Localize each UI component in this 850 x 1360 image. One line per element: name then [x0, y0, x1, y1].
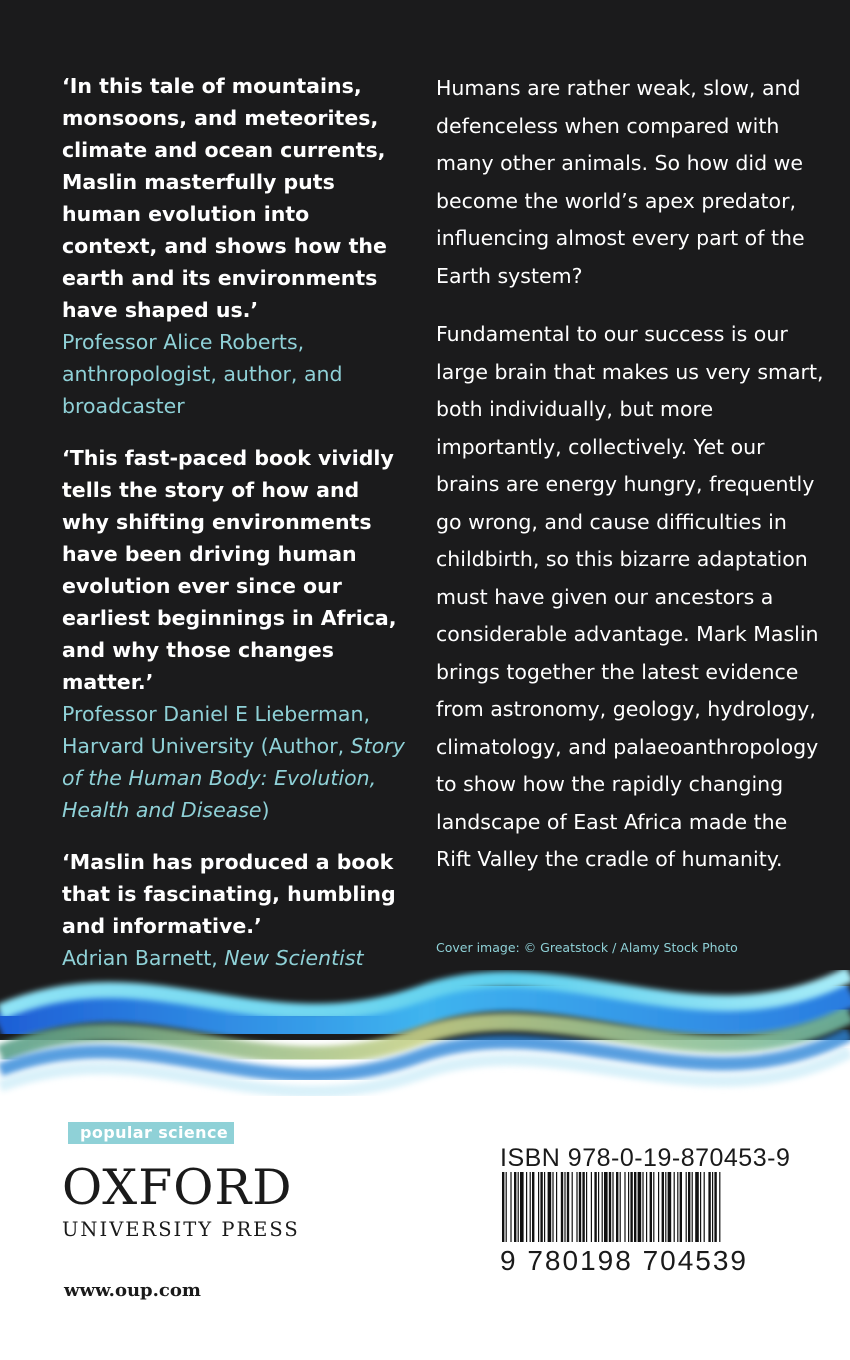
barcode-bar: [620, 1172, 621, 1242]
barcode-bar: [612, 1172, 613, 1242]
barcode-bar: [594, 1172, 596, 1242]
quote-lieberman: ‘This fast-paced book vividly tells the story of how and why shifting environments have been driving human evolution ever since our earliest beginnings in Africa, and why those changes matter.’: [62, 446, 397, 694]
blurb-paragraph-1: Humans are rather weak, slow, and defenceless when compared with many other animals. So how did we become the world’s apex predator, influencing almost every part of the Earth system?: [436, 76, 805, 288]
barcode-bar: [616, 1172, 618, 1242]
barcode-bar: [642, 1172, 643, 1242]
barcode-bar: [624, 1172, 625, 1242]
barcode-bar: [714, 1172, 716, 1242]
barcode-bar: [695, 1172, 699, 1242]
publisher-subname: UNIVERSITY PRESS: [62, 1218, 300, 1241]
publisher-logo: [62, 1160, 300, 1241]
barcode-bar: [638, 1172, 642, 1242]
barcode-bar: [582, 1172, 584, 1242]
barcode-bar: [646, 1172, 647, 1242]
barcode-bar: [572, 1172, 573, 1242]
barcode-bar: [502, 1172, 504, 1242]
barcode-bar: [692, 1172, 693, 1242]
barcode-bar: [552, 1172, 553, 1242]
barcode-bar: [688, 1172, 690, 1242]
endorsements-column: [62, 70, 407, 994]
barcode-bar: [532, 1172, 534, 1242]
barcode-bar: [604, 1172, 608, 1242]
barcode-bar: [602, 1172, 603, 1242]
barcode-bar: [520, 1172, 524, 1242]
barcode-bar: [548, 1172, 552, 1242]
barcode-bar: [561, 1172, 563, 1242]
barcode-bar: [530, 1172, 531, 1242]
publisher-website: www.oup.com: [64, 1280, 201, 1301]
barcode-bar: [700, 1172, 701, 1242]
barcode-bar: [708, 1172, 710, 1242]
barcode-bar: [576, 1172, 577, 1242]
barcode-bar: [680, 1172, 682, 1242]
barcode-bar: [526, 1172, 527, 1242]
barcode-bar: [538, 1172, 539, 1242]
barcode-bar: [544, 1172, 545, 1242]
barcode-bar: [567, 1172, 569, 1242]
barcode-bar: [586, 1172, 587, 1242]
barcode-bar: [712, 1172, 713, 1242]
barcode-bar: [506, 1172, 507, 1242]
category-tag: popular science: [68, 1122, 234, 1144]
barcode-bar: [556, 1172, 557, 1242]
blurb-paragraph-2: Fundamental to our success is our large brain that makes us very smart, both individually, but more importantly, collectively. Yet our brains are energy hungry, frequently go wrong, and cause difficulties in childbirth, so this bizarre adaptation must have given our ancestors a considerable advantage. Mark Maslin brings together the latest evidence from astronomy, geology, hydrology, climatology, and palaeoanthropology to show how the rapidly changing landscape of East Africa made the Rift Valley the cradle of humanity.: [436, 322, 824, 871]
attribution-lieberman: Professor Daniel E Lieberman, Harvard University (Author, Story of the Human Body: Evolution, Health and Disease): [62, 702, 405, 822]
barcode-bar: [686, 1172, 687, 1242]
barcode-bar: [598, 1172, 599, 1242]
blurb-column: [436, 70, 826, 900]
quote-roberts: ‘In this tale of mountains, monsoons, and meteorites, climate and ocean currents, Maslin masterfully puts human evolution into context, and shows how the earth and its environments have shaped us.’: [62, 74, 387, 322]
barcode-bar: [540, 1172, 542, 1242]
publisher-name: OXFORD: [62, 1159, 293, 1216]
barcode-digits: 9 780198 704539: [500, 1245, 748, 1276]
barcode-bar: [564, 1172, 565, 1242]
attribution-barnett: Adrian Barnett, New Scientist: [62, 946, 364, 970]
barcode-bar: [665, 1172, 666, 1242]
barcode-bar: [653, 1172, 654, 1242]
barcode-bar: [579, 1172, 581, 1242]
barcode-bar: [658, 1172, 659, 1242]
barcode-bar: [591, 1172, 592, 1242]
barcode-bar: [677, 1172, 678, 1242]
cover-image-credit: Cover image: © Greatstock / Alamy Stock Photo: [436, 940, 738, 955]
barcode-bar: [674, 1172, 675, 1242]
barcode-bar: [668, 1172, 672, 1242]
barcode-bar: [634, 1172, 636, 1242]
barcode-bar: [510, 1172, 511, 1242]
barcode: [500, 1172, 724, 1244]
barcode-bar: [662, 1172, 664, 1242]
barcode-bar: [628, 1172, 629, 1242]
attribution-roberts: Professor Alice Roberts, anthropologist, author, and broadcaster: [62, 330, 343, 418]
barcode-bar: [719, 1172, 720, 1242]
barcode-bar: [630, 1172, 632, 1242]
barcode-bar: [650, 1172, 652, 1242]
barcode-bar: [609, 1172, 611, 1242]
quote-barnett: ‘Maslin has produced a book that is fascinating, humbling and informative.’: [62, 850, 396, 938]
barcode-bar: [514, 1172, 516, 1242]
barcode-bar: [518, 1172, 519, 1242]
barcode-bar: [704, 1172, 705, 1242]
isbn-label: ISBN 978-0-19-870453-9: [500, 1144, 791, 1172]
